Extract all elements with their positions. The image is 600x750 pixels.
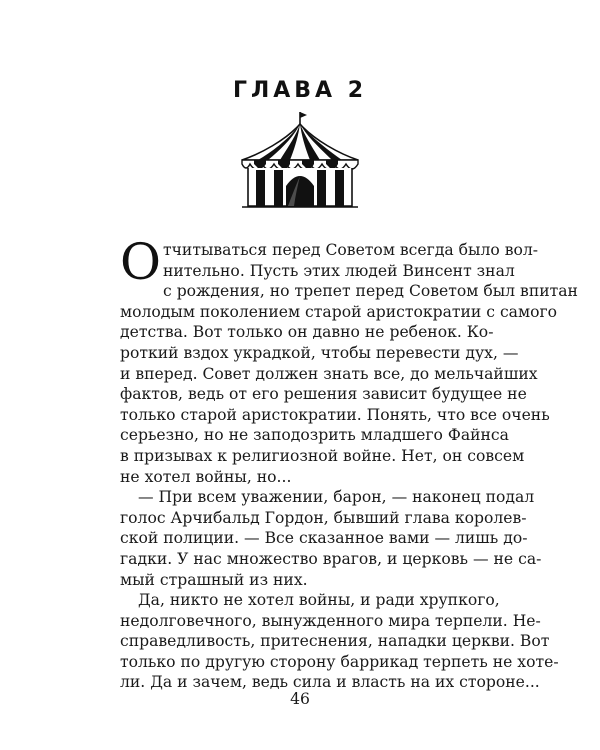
text-line: ли. Да и зачем, ведь сила и власть на их стороне... — [120, 673, 540, 692]
paragraph-2 — [120, 487, 542, 590]
paragraph-3 — [120, 590, 559, 693]
text-line: нительно. Пусть этих людей Винсент знал — [163, 261, 515, 280]
paragraph-1 — [120, 233, 578, 487]
text-line: только по другую сторону баррикад терпеть не хоте- — [120, 652, 559, 671]
chapter-title: ГЛАВА 2 — [232, 78, 368, 103]
text-line: гадки. У нас множество врагов, и церковь — не са- — [120, 549, 542, 568]
page-number: 46 — [290, 690, 310, 708]
text-line: недолговечного, вынужденного мира терпели. Не- — [120, 611, 541, 630]
text-line: мый страшный из них. — [120, 570, 308, 589]
text-line: молодым поколением старой аристократии с самого — [120, 302, 558, 321]
circus-tent-icon — [238, 110, 362, 210]
text-line: роткий вздох украдкой, чтобы перевести дух, — — [120, 343, 519, 362]
text-line: с рождения, но трепет перед Советом был впитан — [163, 282, 578, 301]
text-line: только старой аристократии. Понять, что все очень — [120, 405, 550, 424]
text-line: детства. Вот только он давно не ребенок. Ко- — [120, 323, 494, 342]
drop-cap: О — [120, 233, 161, 291]
text-line: справедливость, притеснения, нападки церкви. Вот — [120, 632, 550, 651]
text-line: голос Арчибальд Гордон, бывший глава королев- — [120, 508, 527, 527]
text-line: — При всем уважении, барон, — наконец подал — [138, 488, 535, 507]
text-line: серьезно, но не заподозрить младшего Файнса — [120, 426, 509, 445]
text-line: в призывах к религиозной войне. Нет, он совсем — [120, 446, 525, 465]
text-line: тчитываться перед Советом всегда было вол- — [163, 241, 539, 259]
body-text — [120, 233, 578, 693]
text-line: и вперед. Совет должен знать все, до мельчайших — [120, 364, 538, 383]
text-line: не хотел войны, но... — [120, 467, 292, 486]
text-line: ской полиции. — Все сказанное вами — лишь до- — [120, 529, 528, 548]
text-line: Да, никто не хотел войны, и ради хрупкого, — [138, 591, 500, 610]
text-line: фактов, ведь от его решения зависит будущее не — [120, 385, 527, 404]
